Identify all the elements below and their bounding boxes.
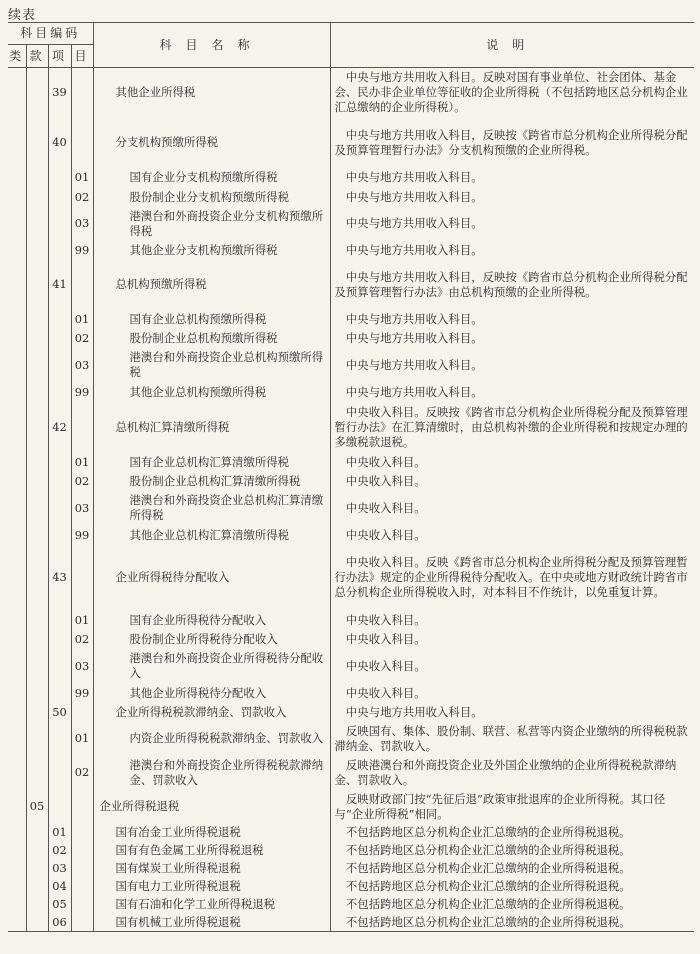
table-row (8, 630, 694, 649)
table-row (8, 878, 694, 896)
row-lei-code (8, 790, 26, 824)
row-subject-name: 总机构预缴所得税 (93, 260, 330, 310)
row-mu-code: 02 (71, 188, 93, 207)
row-description: 中央收入科目。 (345, 454, 426, 469)
table-row (8, 703, 694, 722)
row-kuan-code (26, 118, 48, 168)
row-lei-code (8, 207, 26, 241)
row-subject-name: 内资企业所得税税款滞纳金、罚款收入 (93, 722, 330, 756)
row-xiang-code (48, 168, 71, 188)
table-row (8, 649, 694, 684)
row-mu-code: 01 (71, 453, 93, 472)
table-row (8, 472, 694, 491)
row-xiang-code: 41 (48, 260, 71, 310)
row-mu-code (71, 842, 93, 860)
row-mu-code (71, 545, 93, 611)
row-subject-name: 国有企业分支机构预缴所得税 (93, 168, 330, 188)
row-mu-code (71, 403, 93, 453)
row-lei-code (8, 914, 26, 932)
table-row (8, 684, 694, 703)
header-desc: 说明 (330, 23, 694, 68)
row-lei-code (8, 545, 26, 611)
row-description: 中央收入科目。 (345, 612, 426, 627)
table-row (8, 68, 694, 118)
row-xiang-code (48, 310, 71, 330)
row-description: 中央与地方共用收入科目。 (345, 357, 483, 372)
row-xiang-code (48, 630, 71, 649)
row-description: 反映港澳台和外商投资企业及外国企业缴纳的企业所得税税款滞纳金、罚款收入。 (334, 757, 677, 787)
row-subject-name: 国有机械工业所得税退税 (93, 914, 330, 932)
row-description: 中央与地方共用收入科目。 (345, 189, 483, 204)
table-row (8, 207, 694, 241)
row-lei-code (8, 896, 26, 914)
row-description: 中央与地方共用收入科目。 (345, 385, 483, 399)
row-lei-code (8, 491, 26, 526)
table-row (8, 842, 694, 860)
row-kuan-code (26, 207, 48, 241)
row-description: 不包括跨地区总分机构企业汇总缴纳的企业所得税退税。 (345, 843, 631, 857)
row-xiang-code: 42 (48, 403, 71, 453)
row-description: 中央与地方共用收入科目。 (345, 331, 483, 345)
row-xiang-code: 01 (48, 824, 71, 842)
table-row (8, 330, 694, 348)
table-row (8, 526, 694, 545)
row-xiang-code: 50 (48, 703, 71, 722)
row-subject-name: 股份制企业总机构汇算清缴所得税 (93, 472, 330, 491)
row-description: 反映财政部门按“先征后退”政策审批退库的企业所得税。其口径与“企业所得税”相同。 (334, 791, 666, 821)
row-xiang-code (48, 472, 71, 491)
row-subject-name: 国有企业总机构预缴所得税 (93, 310, 330, 330)
row-lei-code (8, 756, 26, 790)
row-description: 中央与地方共用收入科目。 (345, 704, 483, 719)
row-mu-code: 02 (71, 630, 93, 649)
row-mu-code: 01 (71, 611, 93, 630)
table-row (8, 383, 694, 403)
row-mu-code: 99 (71, 684, 93, 703)
table-row (8, 310, 694, 330)
row-mu-code (71, 914, 93, 932)
row-description: 中央收入科目。 (345, 658, 426, 673)
row-kuan-code (26, 383, 48, 403)
row-subject-name: 其他企业所得税待分配收入 (93, 684, 330, 703)
row-xiang-code (48, 611, 71, 630)
row-kuan-code (26, 756, 48, 790)
row-xiang-code (48, 241, 71, 260)
row-subject-name: 其他企业所得税 (93, 68, 330, 118)
header-code-group: 科目编码 (8, 23, 93, 45)
row-description: 中央收入科目。 (345, 685, 426, 700)
row-subject-name: 国有煤炭工业所得税退税 (93, 860, 330, 878)
row-lei-code (8, 260, 26, 310)
row-mu-code: 03 (71, 491, 93, 526)
row-xiang-code (48, 649, 71, 684)
row-xiang-code (48, 330, 71, 348)
row-description: 不包括跨地区总分机构企业汇总缴纳的企业所得税退税。 (345, 914, 631, 929)
row-mu-code (71, 878, 93, 896)
table-row (8, 722, 694, 756)
row-xiang-code (48, 383, 71, 403)
row-subject-name: 国有企业所得税待分配收入 (93, 611, 330, 630)
row-subject-name: 企业所得税退税 (93, 790, 330, 824)
row-subject-name: 总机构汇算清缴所得税 (93, 403, 330, 453)
row-description: 不包括跨地区总分机构企业汇总缴纳的企业所得税退税。 (345, 861, 631, 875)
row-mu-code: 02 (71, 756, 93, 790)
row-subject-name: 港澳台和外商投资企业分支机构预缴所得税 (93, 207, 330, 241)
row-mu-code (71, 860, 93, 878)
row-lei-code (8, 188, 26, 207)
row-kuan-code (26, 491, 48, 526)
row-description: 中央与地方共用收入科目。 (345, 216, 483, 230)
row-mu-code (71, 118, 93, 168)
table-row (8, 491, 694, 526)
row-mu-code: 01 (71, 722, 93, 756)
table-row (8, 348, 694, 383)
row-kuan-code (26, 611, 48, 630)
row-kuan-code (26, 526, 48, 545)
table-row (8, 860, 694, 878)
row-lei-code (8, 860, 26, 878)
row-lei-code (8, 878, 26, 896)
table-row (8, 611, 694, 630)
table-header (8, 23, 694, 68)
row-lei-code (8, 241, 26, 260)
row-subject-name: 国有企业总机构汇算清缴所得税 (93, 453, 330, 472)
row-lei-code (8, 684, 26, 703)
row-description: 反映国有、集体、股份制、联营、私营等内资企业缴纳的所得税税款滞纳金、罚款收入。 (334, 723, 688, 753)
row-description: 不包括跨地区总分机构企业汇总缴纳的企业所得税退税。 (345, 897, 631, 911)
row-subject-name: 其他企业总机构汇算清缴所得税 (93, 526, 330, 545)
row-kuan-code (26, 703, 48, 722)
row-mu-code: 99 (71, 526, 93, 545)
row-subject-name: 其他企业分支机构预缴所得税 (93, 241, 330, 260)
row-subject-name: 企业所得税待分配收入 (93, 545, 330, 611)
row-xiang-code (48, 207, 71, 241)
row-xiang-code (48, 526, 71, 545)
table-row (8, 824, 694, 842)
row-xiang-code (48, 790, 71, 824)
row-description: 中央收入科目。反映《跨省市总分机构企业所得税分配及预算管理暂行办法》规定的企业所得税待分配收入。在中央或地方财政统计跨省市总分机构企业所得税收入时，对本科目不作统计，以免重复计算。 (334, 555, 688, 599)
row-mu-code (71, 68, 93, 118)
row-kuan-code (26, 824, 48, 842)
row-lei-code (8, 649, 26, 684)
row-lei-code (8, 348, 26, 383)
row-kuan-code (26, 878, 48, 896)
row-lei-code (8, 453, 26, 472)
row-subject-name: 国有有色金属工业所得税退税 (93, 842, 330, 860)
row-description: 中央收入科目。 (345, 631, 426, 646)
row-description: 中央与地方共用收入科目，反映按《跨省市总分机构企业所得税分配及预算管理暂行办法》由总机构预缴的企业所得税。 (334, 269, 688, 299)
row-description: 不包括跨地区总分机构企业汇总缴纳的企业所得税退税。 (345, 825, 631, 839)
header-kuan: 款 (26, 45, 48, 68)
row-kuan-code (26, 472, 48, 491)
table-row (8, 756, 694, 790)
row-subject-name: 港澳台和外商投资企业总机构汇算清缴所得税 (93, 491, 330, 526)
header-lei: 类 (8, 45, 26, 68)
table-row (8, 790, 694, 824)
row-description: 中央与地方共用收入科目。反映对国有事业单位、社会团体、基金会、民办非企业单位等征收的企业所得税（不包括跨地区总分机构企业汇总缴纳的企业所得税）。 (334, 70, 688, 115)
header-name: 科目名称 (93, 23, 330, 68)
row-subject-name: 其他企业总机构预缴所得税 (93, 383, 330, 403)
table-row (8, 403, 694, 453)
row-subject-name: 股份制企业分支机构预缴所得税 (93, 188, 330, 207)
row-lei-code (8, 611, 26, 630)
row-description: 中央与地方共用收入科目。 (345, 170, 483, 184)
row-subject-name: 港澳台和外商投资企业所得税税款滞纳金、罚款收入 (93, 756, 330, 790)
row-kuan-code (26, 842, 48, 860)
row-xiang-code (48, 188, 71, 207)
row-kuan-code (26, 453, 48, 472)
row-kuan-code: 05 (26, 790, 48, 824)
row-xiang-code: 05 (48, 896, 71, 914)
table-row (8, 168, 694, 188)
row-kuan-code (26, 860, 48, 878)
row-mu-code: 99 (71, 241, 93, 260)
row-xiang-code (48, 453, 71, 472)
row-xiang-code: 40 (48, 118, 71, 168)
row-mu-code: 03 (71, 348, 93, 383)
row-xiang-code (48, 722, 71, 756)
row-mu-code: 02 (71, 330, 93, 348)
table-row (8, 545, 694, 611)
row-kuan-code (26, 722, 48, 756)
row-xiang-code: 02 (48, 842, 71, 860)
row-xiang-code (48, 684, 71, 703)
row-lei-code (8, 824, 26, 842)
row-subject-name: 港澳台和外商投资企业所得税待分配收入 (93, 649, 330, 684)
row-subject-name: 港澳台和外商投资企业总机构预缴所得税 (93, 348, 330, 383)
row-kuan-code (26, 310, 48, 330)
row-kuan-code (26, 330, 48, 348)
table-row (8, 188, 694, 207)
row-mu-code: 03 (71, 207, 93, 241)
header-xiang: 项 (48, 45, 71, 68)
row-mu-code: 01 (71, 168, 93, 188)
row-xiang-code (48, 756, 71, 790)
row-lei-code (8, 310, 26, 330)
row-xiang-code: 03 (48, 860, 71, 878)
row-xiang-code: 43 (48, 545, 71, 611)
row-lei-code (8, 526, 26, 545)
table-row (8, 453, 694, 472)
row-lei-code (8, 722, 26, 756)
row-lei-code (8, 403, 26, 453)
row-mu-code: 03 (71, 649, 93, 684)
row-description: 中央与地方共用收入科目。 (345, 242, 483, 257)
row-xiang-code: 04 (48, 878, 71, 896)
row-subject-name: 国有冶金工业所得税退税 (93, 824, 330, 842)
row-mu-code: 02 (71, 472, 93, 491)
row-lei-code (8, 383, 26, 403)
row-xiang-code: 39 (48, 68, 71, 118)
row-mu-code: 99 (71, 383, 93, 403)
row-lei-code (8, 472, 26, 491)
row-kuan-code (26, 403, 48, 453)
row-lei-code (8, 168, 26, 188)
row-kuan-code (26, 914, 48, 932)
row-kuan-code (26, 260, 48, 310)
row-kuan-code (26, 241, 48, 260)
row-mu-code (71, 790, 93, 824)
row-mu-code: 01 (71, 310, 93, 330)
row-description: 中央与地方共用收入科目，反映按《跨省市总分机构企业所得税分配及预算管理暂行办法》分支机构预缴的企业所得税。 (334, 127, 688, 157)
row-kuan-code (26, 545, 48, 611)
row-subject-name: 股份制企业所得税待分配收入 (93, 630, 330, 649)
row-description: 中央收入科目。 (345, 500, 426, 515)
row-description: 不包括跨地区总分机构企业汇总缴纳的企业所得税退税。 (345, 879, 631, 893)
row-kuan-code (26, 630, 48, 649)
row-kuan-code (26, 896, 48, 914)
row-subject-name: 分支机构预缴所得税 (93, 118, 330, 168)
row-mu-code (71, 703, 93, 722)
table-row (8, 914, 694, 932)
table-row (8, 896, 694, 914)
row-lei-code (8, 703, 26, 722)
table-row (8, 260, 694, 310)
row-lei-code (8, 330, 26, 348)
row-kuan-code (26, 68, 48, 118)
row-xiang-code (48, 348, 71, 383)
row-lei-code (8, 842, 26, 860)
row-subject-name: 国有电力工业所得税退税 (93, 878, 330, 896)
row-xiang-code (48, 491, 71, 526)
row-subject-name: 企业所得税税款滞纳金、罚款收入 (93, 703, 330, 722)
table-row (8, 118, 694, 168)
row-mu-code (71, 260, 93, 310)
continued-label: 续表 (8, 8, 37, 23)
header-mu: 目 (71, 45, 93, 68)
row-kuan-code (26, 188, 48, 207)
row-kuan-code (26, 684, 48, 703)
row-lei-code (8, 630, 26, 649)
row-mu-code (71, 824, 93, 842)
table-body (8, 68, 694, 932)
row-description: 中央收入科目。 (345, 527, 426, 542)
row-lei-code (8, 68, 26, 118)
table-row (8, 241, 694, 260)
row-description: 中央收入科目。反映按《跨省市总分机构企业所得税分配及预算管理暂行办法》在汇算清缴时，由总机构补缴的企业所得税和按规定办理的多缴税款退税。 (334, 405, 688, 449)
row-kuan-code (26, 348, 48, 383)
row-description: 中央收入科目。 (345, 473, 426, 488)
row-xiang-code: 06 (48, 914, 71, 932)
budget-subject-table (8, 22, 694, 932)
row-subject-name: 国有石油和化学工业所得税退税 (93, 896, 330, 914)
row-lei-code (8, 118, 26, 168)
row-mu-code (71, 896, 93, 914)
row-kuan-code (26, 168, 48, 188)
row-description: 中央与地方共用收入科目。 (345, 312, 483, 326)
row-subject-name: 股份制企业总机构预缴所得税 (93, 330, 330, 348)
row-kuan-code (26, 649, 48, 684)
